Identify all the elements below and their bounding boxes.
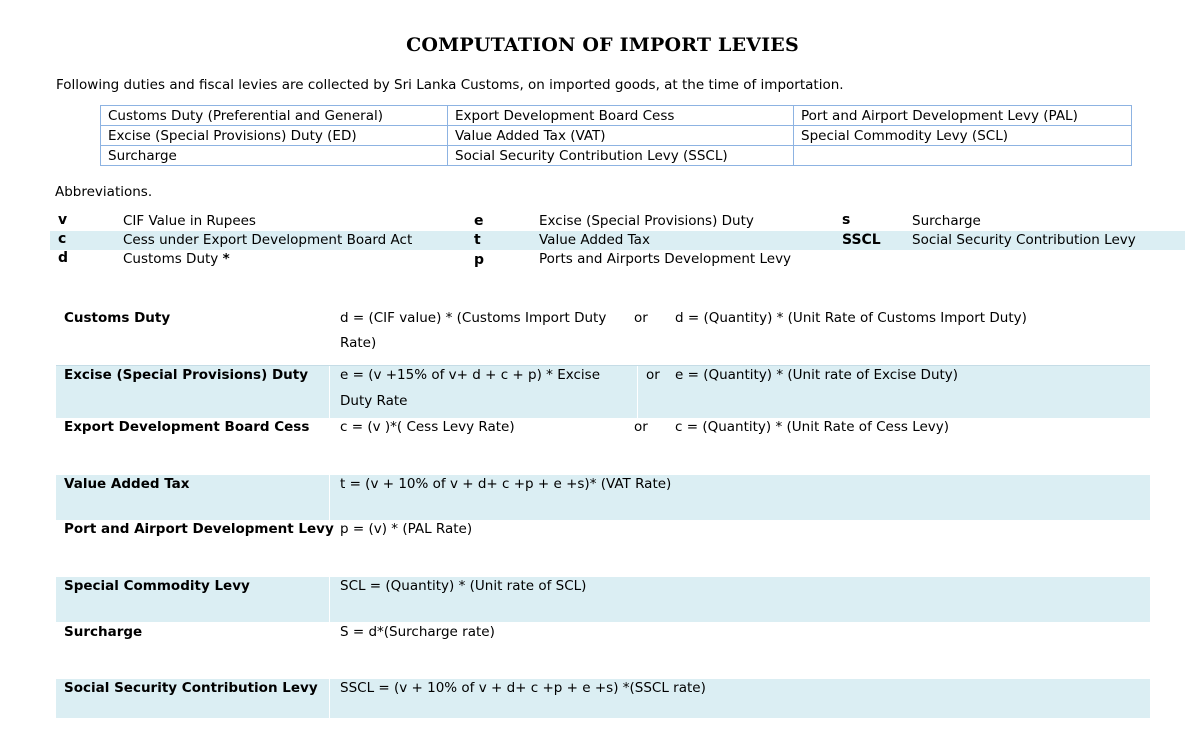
column-divider [637, 366, 638, 418]
column-divider [329, 366, 330, 418]
levies-table [100, 105, 1132, 166]
formula-or: or [634, 419, 648, 435]
abbrev-symbol: v [58, 212, 68, 228]
table-cell: Port and Airport Development Levy (PAL) [794, 106, 1132, 126]
formula-text: d = (CIF value) * (Customs Import Duty [340, 310, 607, 326]
table-cell: Excise (Special Provisions) Duty (ED) [101, 126, 448, 146]
table-cell: Social Security Contribution Levy (SSCL) [448, 146, 794, 166]
formula-row-scl [56, 577, 1150, 622]
abbrev-symbol: p [474, 252, 485, 268]
abbrev-symbol: c [58, 231, 67, 247]
formula-text: Rate) [340, 335, 377, 351]
formula-or: or [646, 367, 660, 383]
formula-text: e = (Quantity) * (Unit rate of Excise Duty) [675, 367, 959, 383]
abbrev-text: Excise (Special Provisions) Duty [539, 213, 754, 229]
abbrev-text: CIF Value in Rupees [123, 213, 256, 229]
formula-text: c = (Quantity) * (Unit Rate of Cess Levy) [675, 419, 950, 435]
page-title: COMPUTATION OF IMPORT LEVIES [406, 34, 799, 56]
formula-row-vat [56, 475, 1150, 520]
table-row [101, 146, 1132, 166]
formula-label: Value Added Tax [64, 476, 190, 492]
formula-text: Duty Rate [340, 393, 408, 409]
column-divider [329, 475, 330, 520]
formula-label: Special Commodity Levy [64, 578, 250, 594]
formula-row-excise [56, 366, 1150, 418]
formula-text: p = (v) * (PAL Rate) [340, 521, 473, 537]
table-cell: Surcharge [101, 146, 448, 166]
abbrev-text: Cess under Export Development Board Act [123, 232, 413, 248]
formula-row-pal [56, 520, 1150, 577]
formula-label: Social Security Contribution Levy [64, 680, 318, 696]
table-cell: Customs Duty (Preferential and General) [101, 106, 448, 126]
formula-row-surcharge [56, 622, 1150, 679]
column-divider [329, 679, 330, 718]
abbrev-symbol: SSCL [842, 232, 881, 248]
column-divider [329, 577, 330, 622]
formula-label: Customs Duty [64, 310, 171, 326]
abbrev-text: Ports and Airports Development Levy [539, 251, 792, 267]
formula-label: Excise (Special Provisions) Duty [64, 367, 309, 383]
abbrev-symbol: s [842, 212, 851, 228]
abbrev-symbol: e [474, 213, 484, 229]
abbrev-text [123, 251, 230, 267]
table-row [101, 106, 1132, 126]
formula-label: Surcharge [64, 624, 143, 640]
formula-text: SSCL = (v + 10% of v + d+ c +p + e +s) *(SSCL rate) [340, 680, 706, 696]
formula-label: Export Development Board Cess [64, 419, 310, 435]
abbrev-suffix: * [222, 251, 230, 267]
formula-row-customs-duty [56, 310, 1150, 364]
table-cell: Export Development Board Cess [448, 106, 794, 126]
table-row [101, 126, 1132, 146]
formula-text: S = d*(Surcharge rate) [340, 624, 495, 640]
abbrev-symbol: d [58, 250, 69, 266]
abbrev-text: Value Added Tax [539, 232, 650, 248]
abbreviations-heading: Abbreviations. [55, 184, 153, 200]
table-cell [794, 146, 1132, 166]
abbrev-text: Surcharge [912, 213, 981, 229]
abbrev-text-value: Customs Duty [123, 251, 219, 267]
abbrev-text: Social Security Contribution Levy [912, 232, 1136, 248]
formula-or: or [634, 310, 648, 326]
formula-text: SCL = (Quantity) * (Unit rate of SCL) [340, 578, 587, 594]
formula-text: t = (v + 10% of v + d+ c +p + e +s)* (VAT Rate) [340, 476, 672, 492]
intro-text: Following duties and fiscal levies are collected by Sri Lanka Customs, on imported goods, at the time of importation. [56, 77, 844, 93]
abbrev-symbol: t [474, 232, 481, 248]
table-cell: Value Added Tax (VAT) [448, 126, 794, 146]
formula-text: c = (v )*( Cess Levy Rate) [340, 419, 515, 435]
table-cell: Special Commodity Levy (SCL) [794, 126, 1132, 146]
formula-label: Port and Airport Development Levy [64, 521, 334, 537]
formula-row-edb-cess [56, 418, 1150, 475]
formula-row-sscl [56, 679, 1150, 718]
formula-text: e = (v +15% of v+ d + c + p) * Excise [340, 367, 600, 383]
formula-text: d = (Quantity) * (Unit Rate of Customs Import Duty) [675, 310, 1027, 326]
